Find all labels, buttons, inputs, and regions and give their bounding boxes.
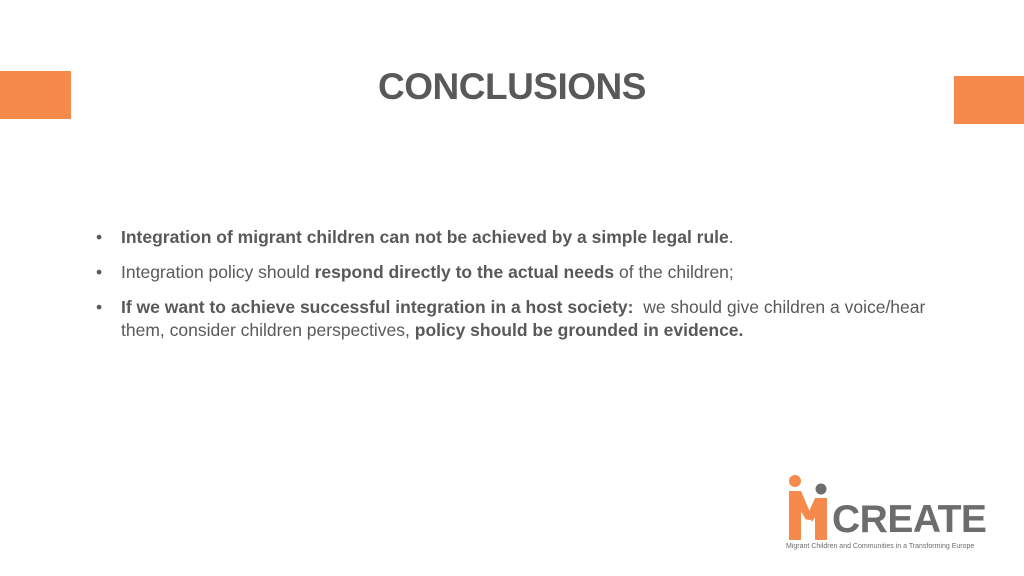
bullet-text-bold: respond directly to the actual needs [314,262,615,282]
micreate-logo [784,472,994,556]
bullet-item [96,296,931,342]
slide-title: CONCLUSIONS [378,66,646,107]
bullet-item [96,226,926,249]
logo-tagline: Migrant Children and Communities in a Transforming Europe [786,543,975,550]
bullet-text-bold: policy should be grounded in evidence. [414,320,744,340]
logo-figures-icon [786,474,836,542]
bullet-dot: • [96,262,103,282]
logo-wordmark: CREATE [832,498,987,541]
bullet-text: Integration policy should [121,262,315,282]
bullet-text-bold: If we want to achieve successful integration in a host society: [121,297,634,317]
bullet-text-bold: Integration of migrant children can not be achieved by a simple legal rule [121,227,729,247]
bullet-dot: • [96,297,103,317]
bullet-text: we should give children a voice/hear them, consider children perspectives, [121,297,931,340]
bullet-text: . [728,227,734,247]
bullet-item [96,261,926,284]
bullet-text: of the children; [614,262,734,282]
bullet-dot: • [96,227,103,247]
bullet-list [96,226,931,354]
